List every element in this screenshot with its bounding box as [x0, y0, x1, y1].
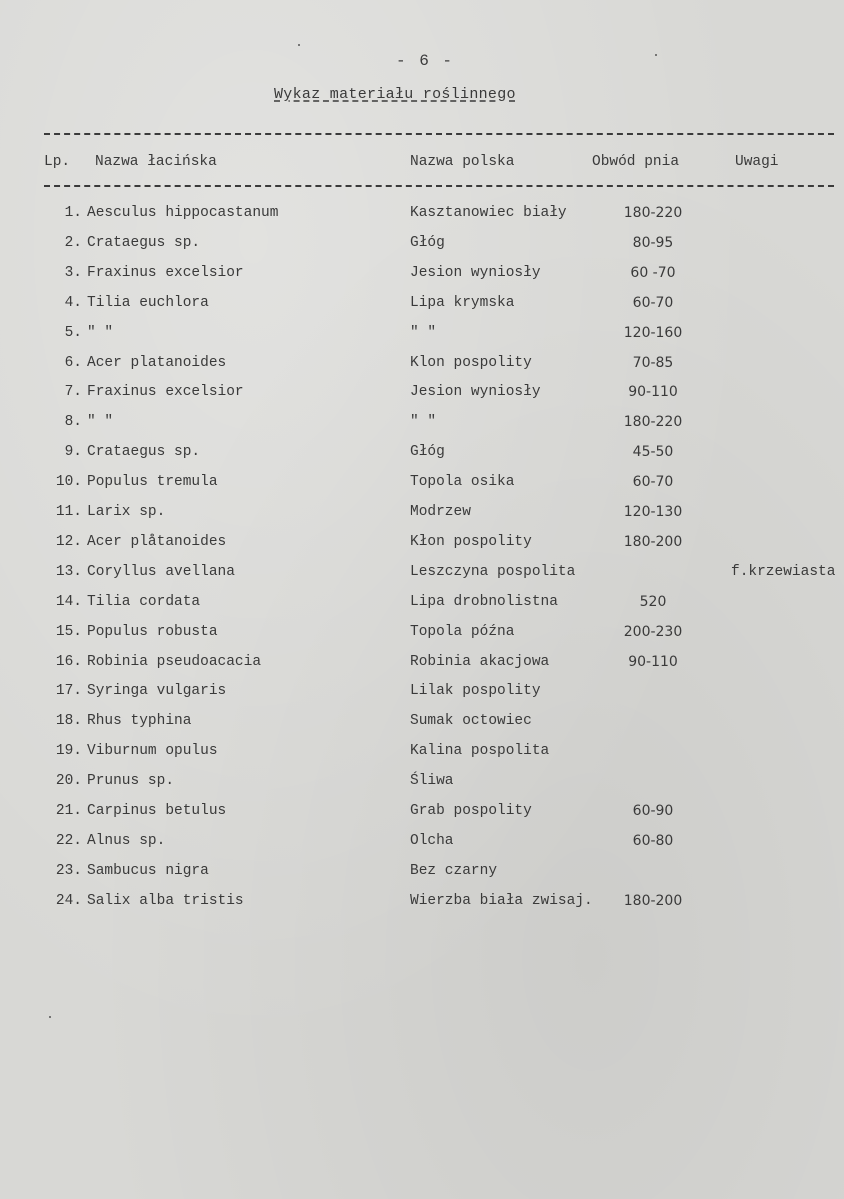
row-number: 12. [55, 533, 82, 550]
trunk-girth: 120-160 [623, 324, 683, 341]
trunk-girth: 80-95 [632, 234, 674, 251]
latin-name: " " [87, 414, 114, 431]
row-number: 7. [64, 384, 82, 401]
trunk-girth: 60-70 [632, 474, 674, 491]
row-number: 13. [55, 563, 82, 580]
polish-name: Robinia akacjowa [410, 653, 550, 670]
page-number: - 6 - [395, 52, 454, 70]
table-row [0, 683, 844, 707]
trunk-girth: 180-200 [623, 533, 683, 550]
header-top-rule [44, 133, 834, 135]
polish-name: Wierzba biała zwisaj. [410, 892, 593, 909]
latin-name: Populus robusta [87, 623, 218, 640]
table-row [0, 594, 844, 618]
row-number: 17. [55, 683, 82, 700]
latin-name: Salix alba tristis [87, 892, 244, 909]
latin-name: Tilia cordata [87, 593, 201, 610]
polish-name: Kalina pospolita [410, 743, 550, 760]
polish-name: Lipa drobnolistna [410, 593, 558, 610]
row-number: 3. [64, 264, 82, 281]
row-number: 2. [64, 234, 82, 251]
latin-name: Rhus typhina [87, 713, 192, 730]
row-number: 22. [55, 832, 82, 849]
polish-name: " " [410, 324, 437, 341]
row-number: 4. [64, 294, 82, 311]
trunk-girth: 200-230 [623, 623, 683, 640]
latin-name: Prunus sp. [87, 773, 175, 790]
polish-name: Bez czarny [410, 862, 498, 879]
row-number: 14. [55, 593, 82, 610]
table-row [0, 713, 844, 737]
row-number: 15. [55, 623, 82, 640]
polish-name: Lilak pospolity [410, 683, 541, 700]
trunk-girth: 180-220 [623, 205, 683, 221]
row-number: 23. [55, 862, 82, 879]
table-row [0, 773, 844, 797]
polish-name: Topola późna [410, 623, 515, 640]
row-number: 10. [55, 474, 82, 491]
header-notes: Uwagi [735, 154, 779, 170]
table-row [0, 265, 844, 289]
trunk-girth: 90-110 [628, 384, 678, 401]
polish-name: Grab pospolity [410, 803, 532, 819]
polish-name: Głóg [410, 444, 445, 461]
document-title: Wykaz materiału roślinnego [274, 86, 516, 103]
row-number: 18. [55, 713, 82, 730]
notes: f.krzewiasta [731, 563, 836, 580]
polish-name: " " [410, 414, 437, 431]
table-row [0, 355, 844, 379]
trunk-girth: 70-85 [632, 354, 674, 371]
row-number: 6. [64, 354, 82, 371]
trunk-girth: 90-110 [628, 653, 678, 670]
latin-name: Fraxinus excelsior [87, 264, 244, 281]
table-row [0, 325, 844, 349]
latin-name: Larix sp. [87, 504, 166, 520]
trunk-girth: 60 -70 [630, 264, 676, 281]
trunk-girth: 60-90 [632, 803, 674, 819]
table-row [0, 474, 844, 498]
row-number: 20. [55, 773, 82, 790]
header-latin-name: Nazwa łacińska [95, 154, 217, 170]
latin-name: Acer plåtanoides [87, 533, 227, 550]
trunk-girth: 60-70 [632, 294, 674, 311]
row-number: 19. [55, 743, 82, 760]
table-row [0, 833, 844, 857]
table-row [0, 444, 844, 468]
table-row [0, 414, 844, 438]
polish-name: Jesion wyniosły [410, 264, 541, 281]
polish-name: Sumak octowiec [410, 713, 532, 730]
header-number: Lp. [44, 154, 71, 170]
polish-name: Jesion wyniosły [410, 384, 541, 401]
table-row [0, 893, 844, 917]
polish-name: Głóg [410, 234, 445, 251]
table-row [0, 504, 844, 528]
table-row [0, 564, 844, 588]
table-row [0, 624, 844, 648]
trunk-girth: 120-130 [623, 504, 683, 520]
polish-name: Kłon pospolity [410, 533, 532, 550]
latin-name: Fraxinus excelsior [87, 384, 244, 401]
table-row [0, 205, 844, 229]
row-number: 24. [55, 892, 82, 909]
latin-name: Sambucus nigra [87, 862, 209, 879]
latin-name: Aesculus hippocastanum [87, 205, 279, 221]
latin-name: Coryllus avellana [87, 563, 235, 580]
table-row [0, 654, 844, 678]
latin-name: Viburnum opulus [87, 743, 218, 760]
latin-name: Acer platanoides [87, 354, 227, 371]
table-row [0, 743, 844, 767]
trunk-girth: 180-220 [623, 414, 683, 431]
latin-name: Robinia pseudoacacia [87, 653, 262, 670]
polish-name: Kasztanowiec biały [410, 205, 567, 221]
latin-name: " " [87, 324, 114, 341]
polish-name: Leszczyna pospolita [410, 563, 576, 580]
latin-name: Syringa vulgaris [87, 683, 227, 700]
paper-speck [49, 1016, 51, 1018]
row-number: 21. [55, 803, 82, 819]
trunk-girth: 45-50 [632, 444, 674, 461]
trunk-girth: 60-80 [632, 832, 674, 849]
table-row [0, 863, 844, 887]
header-trunk-girth: Obwód pnia [592, 154, 680, 170]
table-row [0, 534, 844, 558]
table-row [0, 803, 844, 827]
polish-name: Topola osika [410, 474, 515, 491]
latin-name: Tilia euchlora [87, 294, 209, 311]
row-number: 16. [55, 653, 82, 670]
polish-name: Modrzew [410, 504, 471, 520]
latin-name: Crataegus sp. [87, 444, 201, 461]
table-row [0, 384, 844, 408]
polish-name: Klon pospolity [410, 354, 532, 371]
paper-speck [655, 54, 657, 56]
polish-name: Olcha [410, 832, 454, 849]
trunk-girth: 520 [639, 593, 667, 610]
row-number: 8. [64, 414, 82, 431]
paper-speck [298, 44, 300, 46]
header-bottom-rule [44, 185, 834, 187]
row-number: 5. [64, 324, 82, 341]
row-number: 11. [55, 504, 82, 520]
polish-name: Lipa krymska [410, 294, 515, 311]
table-row [0, 295, 844, 319]
latin-name: Populus tremula [87, 474, 218, 491]
latin-name: Alnus sp. [87, 832, 166, 849]
row-number: 1. [64, 205, 82, 221]
trunk-girth: 180-200 [623, 892, 683, 909]
header-polish-name: Nazwa polska [410, 154, 515, 170]
latin-name: Carpinus betulus [87, 803, 227, 819]
latin-name: Crataegus sp. [87, 234, 201, 251]
table-row [0, 235, 844, 259]
polish-name: Śliwa [410, 773, 454, 790]
row-number: 9. [64, 444, 82, 461]
